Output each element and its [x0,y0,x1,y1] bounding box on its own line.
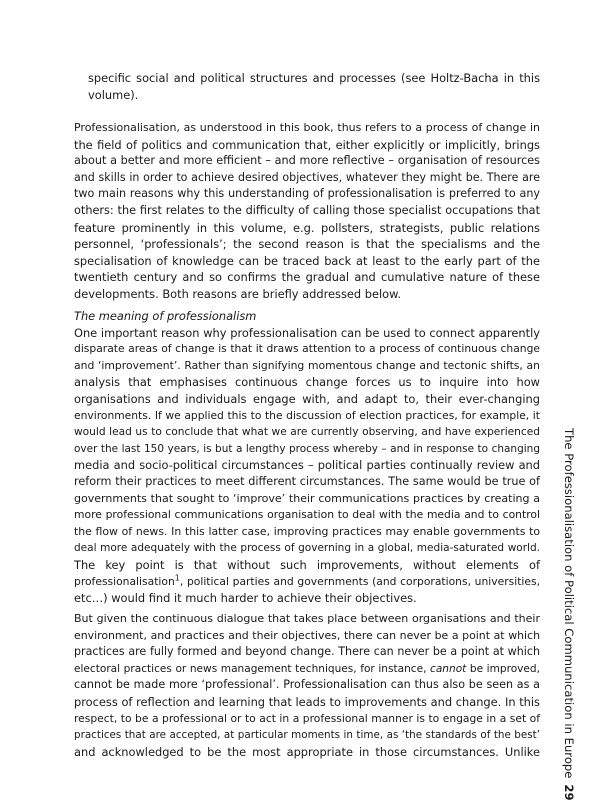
text-line: deal more adequately with the process of governing in a global, media-saturated world. [74,542,540,555]
text-line: specialisation of knowledge can be traced back at least to the early part of the [74,253,540,268]
footnote-marker[interactable]: 1 [174,572,180,582]
text-line: media and socio-political circumstances – political parties continually review and [74,458,540,473]
text-line: specific social and political structures and processes (see Holtz-Bacha in this [88,71,540,85]
text-line: twentieth century and so confirms the gradual and cumulative nature of these [74,270,540,285]
text-fragment: be improved, [466,662,540,675]
text-line: respect, to be a professional or to act in a professional manner is to engage in a set of [74,711,540,725]
text-line: the field of politics and communication that, either explicitly or implicitly, brings [74,137,540,152]
text-line: Professionalisation, as understood in this book, thus refers to a process of change in [74,121,540,134]
text-line: process of reflection and learning that leads to improvements and change. In this [74,694,540,709]
text-line: governments that sought to ‘improve’ their communications practices by creating a [74,491,540,505]
text-line: would lead us to conclude that what we are currently observing, and have experienced [74,425,540,439]
text-line: environment, and practices and their objectives, there can never be a point at which [74,628,540,642]
text-line: developments. Both reasons are briefly addressed below. [74,286,402,301]
text-line: about a better and more efficient – and more reflective – organisation of resources [74,154,540,168]
running-head-title: The Professionalisation of Political Communication in Europe [562,428,576,779]
text-line: personnel, ‘professionals’; the second reason is that the specialisms and the [74,237,540,252]
text-line: environments. If we applied this to the discussion of election practices, for example, it [74,408,540,422]
text-line: and skills in order to achieve desired objectives, whatever they might be. There are [74,170,540,184]
text-line-with-emphasis [74,661,540,678]
text-line: The key point is that without such improvements, without elements of [74,557,540,572]
section-meaning-of-professionalism [74,308,540,607]
text-line: others: the first relates to the difficulty of calling those specialist occupations that [74,203,540,217]
text-line-with-footnote [74,574,540,591]
text-line: and ‘improvement’. Rather than signifying momentous change and tectonic shifts, an [74,358,540,372]
text-line: cannot be made more ‘professional’. Professionalisation can thus also be seen as a [74,678,540,692]
text-line: feature prominently in this volume, e.g. pollsters, strategists, public relations [74,220,540,235]
paragraph-professionalisation-definition [74,120,540,303]
text-fragment: electoral practices or news management techniques, for instance, [74,662,431,675]
text-line: organisations and individuals engage with, and adapt to, their ever-changing [74,391,540,406]
text-line: etc…) would find it much harder to achieve their objectives. [74,591,417,606]
text-line: volume). [88,87,139,102]
text-line: the flow of news. In this latter case, improving practices may enable governments to [74,524,540,538]
text-line: disparate areas of change is that it draws attention to a process of continuous change [74,342,540,356]
text-fragment: professionalisation [74,574,175,588]
page-number: 29 [562,784,576,801]
text-line: One important reason why professionalisation can be used to connect apparently [74,325,540,340]
text-line: more professional communications organisation to deal with the media and to control [74,508,540,522]
section-heading: The meaning of professionalism [74,309,257,323]
text-line: analysis that emphasises continuous change forces us to inquire into how [74,375,540,390]
text-line: two main reasons why this understanding of professionalisation is preferred to any [74,187,540,201]
text-line: But given the continuous dialogue that takes place between organisations and their [74,612,540,625]
emphasis-text: cannot [430,662,467,675]
text-line: reform their practices to meet different circumstances. The same would be true of [74,474,540,488]
continuation-paragraph [88,70,540,103]
running-head [556,428,582,801]
text-line: practices that are accepted, at particular moments in time, as ‘the standards of the best’ [74,729,540,742]
text-line: and acknowledged to be the most appropriate in those circumstances. Unlike [74,744,540,759]
text-fragment: , political parties and governments (and corporations, universities, [179,574,540,588]
text-line: practices are fully formed and beyond change. There can never be a point at which [74,645,540,659]
text-line: over the last 150 years, is but a lengthy process whereby – and in response to changing [74,442,540,455]
paragraph-continuous-dialogue [74,611,540,760]
